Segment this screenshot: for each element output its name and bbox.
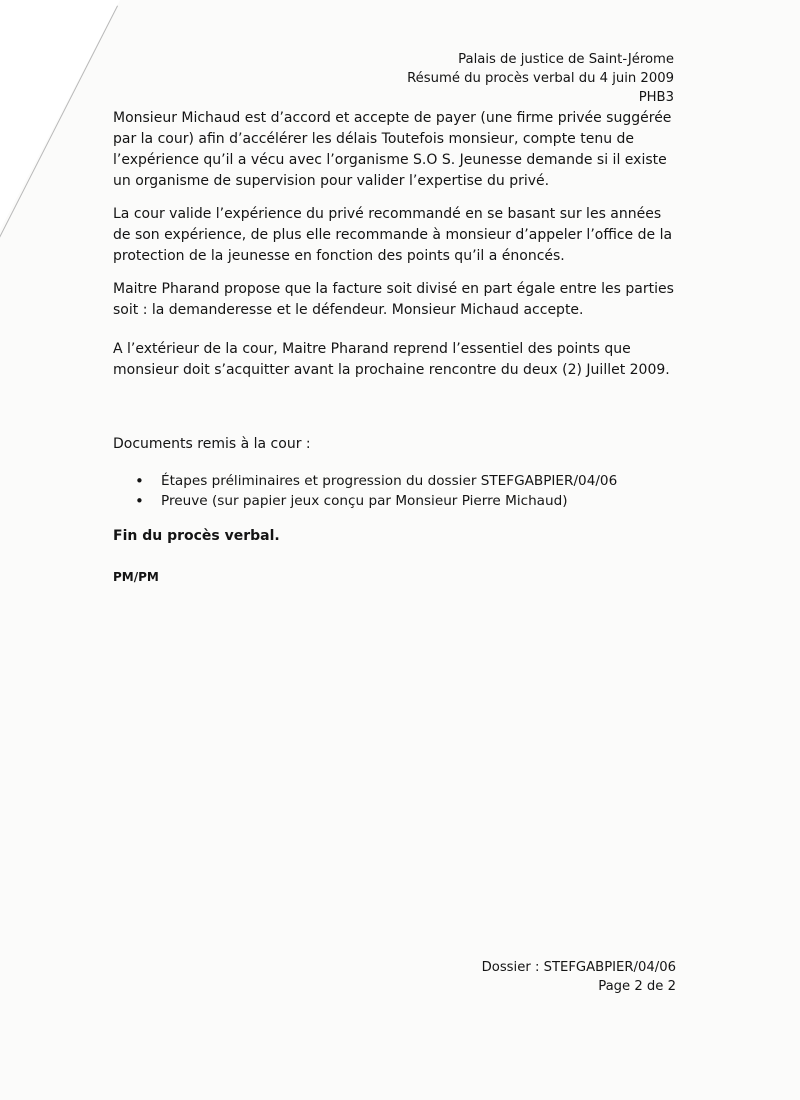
documents-list: [135, 471, 617, 511]
page-header: [407, 50, 674, 107]
documents-title: Documents remis à la cour :: [113, 436, 311, 452]
footer-dossier: Dossier : STEFGABPIER/04/06: [481, 960, 676, 975]
list-item: • Étapes préliminaires et progression du dossier STEFGABPIER/04/06: [135, 471, 617, 491]
author-initials: PM/PM: [113, 570, 159, 584]
header-code: PHB3: [638, 90, 674, 105]
header-court: Palais de justice de Saint-Jérome: [458, 52, 674, 67]
paragraph-court-validation: La cour valide l’expérience du privé recommandé en se basant sur les années de son expérience, de plus elle recommande à monsieur d’appeler l’office de la protection de la jeunesse en fonction des points qu’il a énoncés.: [113, 206, 673, 264]
list-item: • Preuve (sur papier jeux conçu par Monsieur Pierre Michaud): [135, 491, 617, 511]
page-footer: [482, 958, 676, 996]
paragraph-outside-court: A l’extérieur de la cour, Maitre Pharand reprend l’essentiel des points que monsieur doit s’acquitter avant la prochaine rencontre du deux (2) Juillet 2009.: [113, 341, 670, 378]
closing-line: Fin du procès verbal.: [113, 528, 280, 544]
paragraph-agreement: Monsieur Michaud est d’accord et accepte de payer (une firme privée suggérée par la cour) afin d’accélérer les délais Toutefois monsieur, compte tenu de l’expérience qu’il a vécu avec l’organisme S.O S. Jeunesse demande si il existe un organisme de supervision pour valider l’expertise du privé.: [113, 110, 672, 189]
header-title: Résumé du procès verbal du 4 juin 2009: [407, 71, 674, 86]
paragraph-invoice-split: Maitre Pharand propose que la facture soit divisé en part égale entre les parties soit : la demanderesse et le défendeur. Monsieur Michaud accepte.: [113, 281, 674, 318]
footer-page-number: Page 2 de 2: [598, 979, 676, 994]
